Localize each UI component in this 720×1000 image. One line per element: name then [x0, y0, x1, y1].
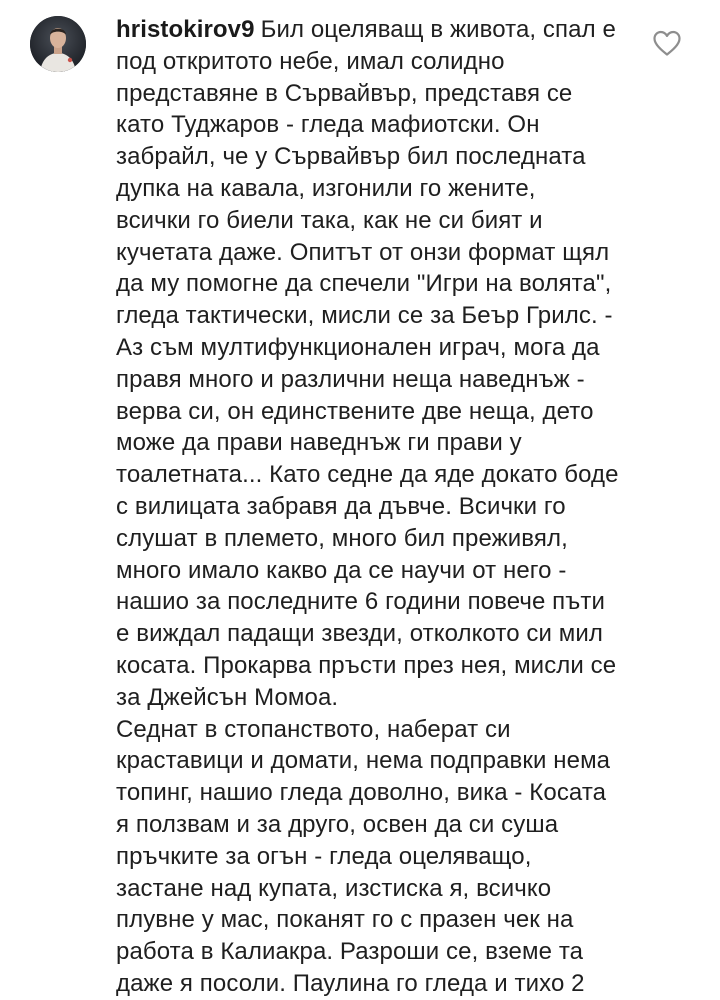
- username-link[interactable]: hristokirov9: [116, 16, 255, 43]
- comment-line: пръчките за огън - гледа оцеляващо,: [116, 842, 532, 870]
- comment-line: с вилицата забравя да дъвче. Всички го: [116, 492, 566, 520]
- comment-line: топинг, нашио гледа доволно, вика - Косата: [116, 779, 607, 807]
- avatar[interactable]: [30, 16, 86, 72]
- comment-line: много имало какво да се научи от него -: [116, 556, 567, 584]
- comment-line: я ползвам и за друго, освен да си суша: [116, 810, 559, 838]
- comment-text: [116, 14, 636, 1000]
- comment-line: работа в Калиакра. Разроши се, вземе та: [116, 938, 584, 966]
- comment-line: кучетата даже. Опитът от онзи формат щял: [116, 238, 610, 266]
- comment-line: гледа тактически, мисли се за Беър Грилс. -: [116, 302, 613, 330]
- comment-line: за Джейсън Момоа.: [116, 683, 339, 711]
- comment-line: [116, 14, 636, 46]
- comment-line: даже я посоли. Паулина го гледа и тихо 2: [116, 969, 585, 997]
- comment-line: дупка на кавала, изгонили го жените,: [116, 174, 536, 202]
- comment-line: застане над купата, изстиска я, всичко: [116, 874, 552, 902]
- comment-line: е виждал падащи звезди, отколкото си мил: [116, 620, 604, 648]
- comment-line: забрайл, че у Сървайвър бил последната: [116, 143, 586, 171]
- comment-line: да му помогне да спечели "Игри на волята",: [116, 270, 612, 298]
- avatar-photo: [30, 16, 86, 72]
- comment-line: тоалетната... Като седне да яде докато боде: [116, 461, 619, 489]
- comment-line: представяне в Сървайвър, представя се: [116, 79, 573, 107]
- comment-line: нашио за последните 6 години повече пъти: [116, 588, 605, 616]
- comment-line: под откритото небе, имал солидно: [116, 47, 505, 75]
- comment-line: правя много и различни неща наведнъж -: [116, 365, 585, 393]
- comment-line: Аз съм мултифункционален играч, мога да: [116, 333, 600, 361]
- comment-line: краставици и домати, нема подправки нема: [116, 747, 611, 775]
- like-button[interactable]: [652, 30, 682, 56]
- comment-line: косата. Прокарва пръсти през нея, мисли се: [116, 651, 617, 679]
- comment-line: слушат в племето, много бил преживял,: [116, 524, 568, 552]
- comment-line: Седнат в стопанството, наберат си: [116, 715, 511, 743]
- comment-line-text: Бил оцеляващ в живота, спал е: [260, 16, 616, 43]
- comment-line: като Туджаров - гледа мафиотски. Он: [116, 111, 540, 139]
- heart-outline-icon: [652, 30, 682, 56]
- comment-line: плувне у мас, поканят го с празен чек на: [116, 906, 574, 934]
- comment-line: верва си, он единствените две неща, дето: [116, 397, 594, 425]
- comment-line: може да прави наведнъж ги прави у: [116, 429, 522, 457]
- comment-line: всички го биели така, как не си бият и: [116, 206, 543, 234]
